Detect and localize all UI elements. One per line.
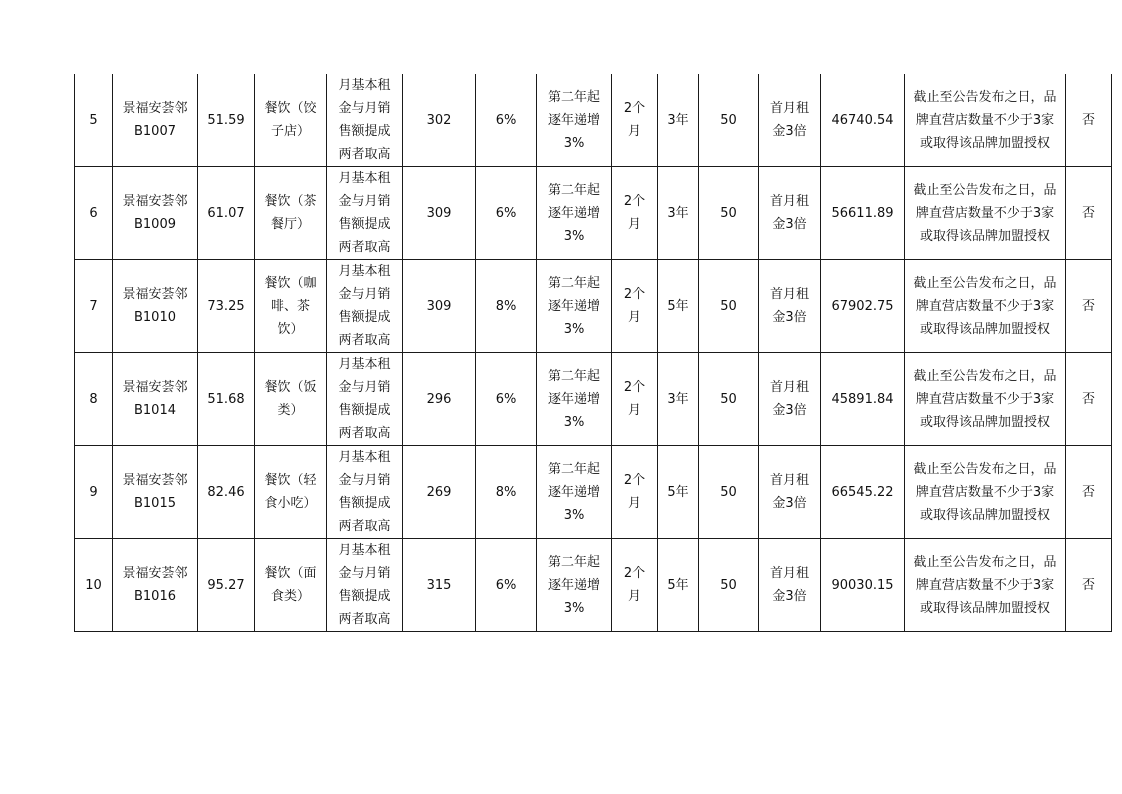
cell-area	[198, 260, 255, 353]
cell-rent-increase	[537, 446, 612, 539]
cell-commission-rate-text: 8%	[495, 484, 517, 500]
cell-flag	[1066, 167, 1112, 260]
cell-unit-price-text: 302	[426, 112, 452, 128]
cell-area	[198, 446, 255, 539]
cell-commission-rate	[476, 74, 537, 167]
cell-usage-text: 餐饮（饭类）	[264, 380, 317, 418]
cell-rent-increase-text: 第二年起逐年递增3%	[547, 182, 600, 244]
cell-lease-term	[658, 353, 699, 446]
cell-usage	[255, 539, 327, 632]
cell-location-text: 景福安荟邻B1015	[122, 473, 188, 511]
cell-value-50	[699, 260, 759, 353]
cell-brand-requirement-text: 截止至公告发布之日，品牌直营店数量不少于3家或取得该品牌加盟授权	[913, 368, 1057, 430]
cell-amount	[821, 446, 905, 539]
cell-area-text: 51.59	[207, 112, 245, 128]
cell-usage	[255, 167, 327, 260]
cell-unit-price	[403, 539, 476, 632]
cell-usage	[255, 260, 327, 353]
cell-amount-text: 56611.89	[831, 205, 894, 221]
cell-no-text: 9	[89, 484, 98, 500]
cell-flag	[1066, 74, 1112, 167]
cell-deposit-text: 首月租金3倍	[769, 287, 809, 325]
cell-no-text: 7	[89, 298, 98, 314]
table-row	[75, 167, 1112, 260]
cell-free-period-text: 2个月	[623, 566, 646, 604]
cell-value-50	[699, 539, 759, 632]
cell-commission-rate	[476, 260, 537, 353]
cell-amount-text: 45891.84	[831, 391, 894, 407]
cell-deposit	[759, 539, 821, 632]
cell-location-text: 景福安荟邻B1009	[122, 194, 188, 232]
cell-rent-increase-text: 第二年起逐年递增3%	[547, 89, 600, 151]
cell-amount-text: 66545.22	[831, 484, 894, 500]
cell-location	[113, 167, 198, 260]
cell-rent-mode-text: 月基本租金与月销售额提成两者取高	[338, 357, 391, 441]
cell-area-text: 73.25	[207, 298, 245, 314]
cell-value-50-text: 50	[720, 298, 737, 314]
cell-free-period	[612, 74, 658, 167]
table-row	[75, 539, 1112, 632]
cell-unit-price	[403, 260, 476, 353]
cell-lease-term-text: 5年	[667, 577, 689, 593]
cell-rent-mode-text: 月基本租金与月销售额提成两者取高	[338, 78, 391, 162]
cell-rent-mode-text: 月基本租金与月销售额提成两者取高	[338, 450, 391, 534]
cell-unit-price-text: 296	[426, 391, 452, 407]
cell-lease-term-text: 3年	[667, 205, 689, 221]
cell-value-50	[699, 353, 759, 446]
cell-deposit	[759, 446, 821, 539]
cell-amount-text: 90030.15	[831, 577, 894, 593]
cell-rent-increase-text: 第二年起逐年递增3%	[547, 554, 600, 616]
cell-area-text: 51.68	[207, 391, 245, 407]
cell-brand-requirement	[905, 260, 1066, 353]
cell-deposit-text: 首月租金3倍	[769, 380, 809, 418]
cell-commission-rate-text: 6%	[495, 391, 517, 407]
cell-lease-term	[658, 167, 699, 260]
cell-no	[75, 74, 113, 167]
cell-commission-rate	[476, 539, 537, 632]
cell-commission-rate-text: 8%	[495, 298, 517, 314]
cell-commission-rate-text: 6%	[495, 112, 517, 128]
cell-rent-increase	[537, 260, 612, 353]
cell-value-50-text: 50	[720, 577, 737, 593]
cell-deposit	[759, 74, 821, 167]
cell-lease-term-text: 3年	[667, 391, 689, 407]
cell-flag	[1066, 539, 1112, 632]
cell-rent-mode	[327, 539, 403, 632]
cell-flag-text: 否	[1081, 298, 1095, 314]
cell-value-50	[699, 74, 759, 167]
cell-no-text: 5	[89, 112, 98, 128]
cell-location-text: 景福安荟邻B1014	[122, 380, 188, 418]
cell-unit-price-text: 309	[426, 298, 452, 314]
cell-lease-term	[658, 446, 699, 539]
cell-value-50	[699, 167, 759, 260]
cell-amount	[821, 353, 905, 446]
cell-amount	[821, 74, 905, 167]
cell-lease-term-text: 3年	[667, 112, 689, 128]
cell-rent-increase-text: 第二年起逐年递增3%	[547, 275, 600, 337]
cell-flag	[1066, 260, 1112, 353]
cell-amount	[821, 260, 905, 353]
cell-rent-mode-text: 月基本租金与月销售额提成两者取高	[338, 264, 391, 348]
cell-unit-price-text: 315	[426, 577, 452, 593]
cell-deposit	[759, 353, 821, 446]
cell-unit-price	[403, 167, 476, 260]
cell-location-text: 景福安荟邻B1016	[122, 566, 188, 604]
cell-rent-increase	[537, 74, 612, 167]
cell-brand-requirement	[905, 353, 1066, 446]
cell-free-period	[612, 353, 658, 446]
table-row	[75, 353, 1112, 446]
cell-no-text: 8	[89, 391, 98, 407]
cell-rent-increase-text: 第二年起逐年递增3%	[547, 461, 600, 523]
cell-value-50-text: 50	[720, 484, 737, 500]
cell-area	[198, 167, 255, 260]
cell-value-50-text: 50	[720, 205, 737, 221]
cell-deposit	[759, 260, 821, 353]
cell-rent-mode-text: 月基本租金与月销售额提成两者取高	[338, 171, 391, 255]
cell-lease-term	[658, 260, 699, 353]
cell-deposit-text: 首月租金3倍	[769, 101, 809, 139]
shop-lease-table	[74, 74, 1112, 632]
cell-deposit-text: 首月租金3倍	[769, 194, 809, 232]
cell-usage-text: 餐饮（轻食小吃）	[264, 473, 317, 511]
table-row	[75, 74, 1112, 167]
cell-location	[113, 353, 198, 446]
cell-value-50-text: 50	[720, 112, 737, 128]
cell-area	[198, 539, 255, 632]
cell-flag-text: 否	[1081, 112, 1095, 128]
cell-no	[75, 446, 113, 539]
cell-area-text: 95.27	[207, 577, 245, 593]
cell-amount-text: 46740.54	[831, 112, 894, 128]
cell-no-text: 6	[89, 205, 98, 221]
cell-brand-requirement	[905, 539, 1066, 632]
cell-usage-text: 餐饮（咖啡、茶饮）	[264, 275, 317, 337]
cell-usage-text: 餐饮（面食类）	[264, 566, 317, 604]
cell-no	[75, 353, 113, 446]
cell-rent-increase	[537, 353, 612, 446]
cell-commission-rate	[476, 446, 537, 539]
cell-brand-requirement	[905, 74, 1066, 167]
cell-free-period-text: 2个月	[623, 194, 646, 232]
cell-brand-requirement	[905, 446, 1066, 539]
cell-deposit-text: 首月租金3倍	[769, 473, 809, 511]
cell-flag	[1066, 446, 1112, 539]
cell-brand-requirement-text: 截止至公告发布之日，品牌直营店数量不少于3家或取得该品牌加盟授权	[913, 554, 1057, 616]
table-row	[75, 260, 1112, 353]
cell-lease-term	[658, 539, 699, 632]
cell-free-period	[612, 260, 658, 353]
cell-commission-rate	[476, 167, 537, 260]
cell-brand-requirement-text: 截止至公告发布之日，品牌直营店数量不少于3家或取得该品牌加盟授权	[913, 461, 1057, 523]
cell-commission-rate-text: 6%	[495, 577, 517, 593]
cell-lease-term	[658, 74, 699, 167]
cell-brand-requirement	[905, 167, 1066, 260]
cell-deposit-text: 首月租金3倍	[769, 566, 809, 604]
cell-usage-text: 餐饮（饺子店）	[264, 101, 317, 139]
cell-no-text: 10	[85, 577, 102, 593]
cell-no	[75, 167, 113, 260]
cell-area	[198, 74, 255, 167]
cell-brand-requirement-text: 截止至公告发布之日，品牌直营店数量不少于3家或取得该品牌加盟授权	[913, 275, 1057, 337]
cell-free-period	[612, 539, 658, 632]
cell-amount-text: 67902.75	[831, 298, 894, 314]
cell-brand-requirement-text: 截止至公告发布之日，品牌直营店数量不少于3家或取得该品牌加盟授权	[913, 182, 1057, 244]
cell-rent-mode	[327, 74, 403, 167]
cell-flag-text: 否	[1081, 577, 1095, 593]
cell-unit-price	[403, 446, 476, 539]
cell-location	[113, 539, 198, 632]
cell-free-period-text: 2个月	[623, 473, 646, 511]
cell-location	[113, 260, 198, 353]
cell-amount	[821, 539, 905, 632]
cell-rent-increase	[537, 167, 612, 260]
cell-rent-mode	[327, 446, 403, 539]
cell-rent-mode	[327, 353, 403, 446]
cell-unit-price-text: 309	[426, 205, 452, 221]
cell-usage	[255, 353, 327, 446]
cell-unit-price	[403, 74, 476, 167]
cell-flag-text: 否	[1081, 205, 1095, 221]
cell-area	[198, 353, 255, 446]
cell-usage	[255, 446, 327, 539]
cell-brand-requirement-text: 截止至公告发布之日，品牌直营店数量不少于3家或取得该品牌加盟授权	[913, 89, 1057, 151]
cell-amount	[821, 167, 905, 260]
cell-free-period-text: 2个月	[623, 380, 646, 418]
cell-no	[75, 260, 113, 353]
cell-commission-rate-text: 6%	[495, 205, 517, 221]
cell-area-text: 61.07	[207, 205, 245, 221]
cell-free-period	[612, 167, 658, 260]
cell-lease-term-text: 5年	[667, 298, 689, 314]
cell-flag-text: 否	[1081, 484, 1095, 500]
cell-value-50-text: 50	[720, 391, 737, 407]
cell-free-period-text: 2个月	[623, 287, 646, 325]
cell-lease-term-text: 5年	[667, 484, 689, 500]
cell-flag-text: 否	[1081, 391, 1095, 407]
cell-location-text: 景福安荟邻B1010	[122, 287, 188, 325]
cell-rent-mode-text: 月基本租金与月销售额提成两者取高	[338, 543, 391, 627]
cell-rent-mode	[327, 260, 403, 353]
cell-unit-price	[403, 353, 476, 446]
cell-rent-increase	[537, 539, 612, 632]
cell-deposit	[759, 167, 821, 260]
cell-free-period	[612, 446, 658, 539]
cell-location	[113, 446, 198, 539]
cell-flag	[1066, 353, 1112, 446]
cell-rent-increase-text: 第二年起逐年递增3%	[547, 368, 600, 430]
cell-value-50	[699, 446, 759, 539]
cell-area-text: 82.46	[207, 484, 245, 500]
cell-no	[75, 539, 113, 632]
cell-usage-text: 餐饮（茶餐厅）	[264, 194, 317, 232]
cell-rent-mode	[327, 167, 403, 260]
table-body	[75, 74, 1112, 632]
cell-unit-price-text: 269	[426, 484, 452, 500]
cell-commission-rate	[476, 353, 537, 446]
table-row	[75, 446, 1112, 539]
cell-location-text: 景福安荟邻B1007	[122, 101, 188, 139]
cell-location	[113, 74, 198, 167]
cell-usage	[255, 74, 327, 167]
cell-free-period-text: 2个月	[623, 101, 646, 139]
